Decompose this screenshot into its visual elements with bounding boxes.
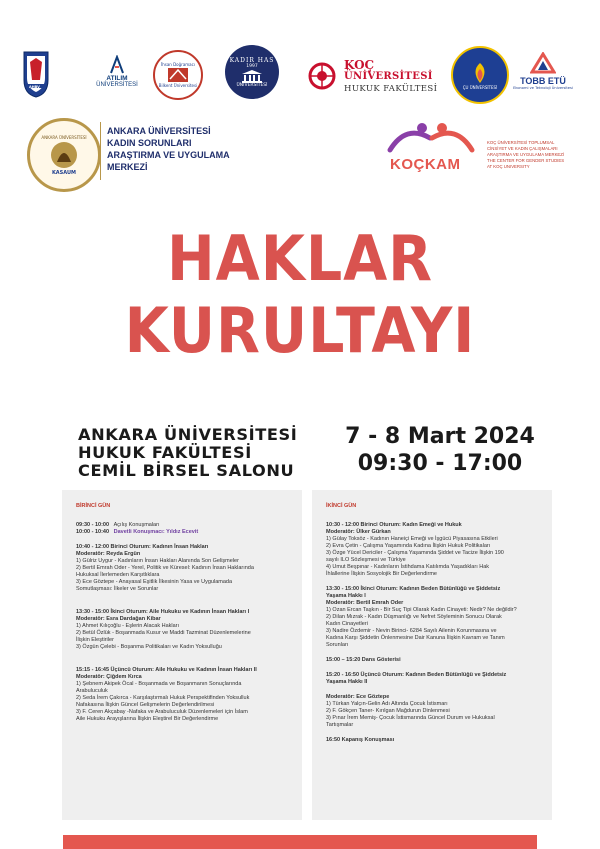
opening-row <box>76 522 301 529</box>
kockam-figures-icon <box>386 120 476 156</box>
atilim-mark-icon <box>107 55 127 75</box>
bilkent-bottom-text: Bilkent Üniversitesi <box>158 83 198 88</box>
kadirhas-logo <box>225 45 279 99</box>
d2-s2-item: 3) Nadire Özdemir - Nevin Birinci- 6284 Sayılı Ailenin Korunmasına ve <box>326 628 497 634</box>
tobb-line1: TOBB ETÜ <box>520 76 566 86</box>
d1-s3-item: Aile Hukuku Arayışlarına İlişkin Eleştirel Bir Değerlendirme <box>76 716 219 722</box>
d2-session1-title: 10:30 - 12:00 Birinci Oturum: Kadın Emeği ve Hukuk <box>326 522 462 528</box>
kockam-logo <box>386 120 486 176</box>
closing-speech: 16:50 Kapanış Konuşması <box>326 737 395 743</box>
cu-text: ÇU ÜNİVERSİTESİ <box>462 84 498 90</box>
opening-time: 09:30 - 10:00 <box>76 522 110 528</box>
kasaum-line2: KADIN SORUNLARI <box>107 138 192 148</box>
ahbv-shield-icon <box>22 50 50 98</box>
day2-heading: İKİNCİ GÜN <box>326 503 357 509</box>
d1-s2-item: 3) Özgün Çelebi - Boşanma Politikaları ve Kadın Yoksulluğu <box>76 644 222 650</box>
event-time: 09:30 - 17:00 <box>357 451 523 476</box>
d2-session1-moderator: Moderatör: Ülker Gürkan <box>326 529 391 535</box>
day1-heading: BİRİNCİ GÜN <box>76 503 111 509</box>
atilim-line2: ÜNİVERSİTESİ <box>96 82 138 88</box>
kockam-desc3: ARAŞTIRMA VE UYGULAMA MERKEZİ <box>487 152 565 157</box>
kadirhas-top-text: KADIR HAS <box>229 56 275 64</box>
kockam-desc5: AT KOÇ UNIVERSITY <box>487 164 530 169</box>
bilkent-logo <box>153 50 203 100</box>
atilim-logo <box>90 55 144 99</box>
kasaum-line4: MERKEZİ <box>107 162 148 172</box>
kadirhas-bottom-text: ÜNİVERSİTESİ <box>236 82 268 88</box>
venue-line1: ANKARA ÜNİVERSİTESİ <box>78 425 298 444</box>
d1-s3-item: Arabuluculuk <box>76 688 108 694</box>
d2-s1-item: İhlallerine İlişkin Sosyolojik Bir Değerlendirme <box>326 571 437 577</box>
venue-line3: CEMİL BİRSEL SALONU <box>78 461 295 480</box>
koc-hukuk-logo <box>308 58 448 98</box>
d1-s2-item: 2) Betül Özlük - Boşanmada Kusur ve Maddi Tazminat Düzenlemelerine <box>76 630 251 636</box>
d1-s2-item: 1) Ahmet Kılıçoğlu - Eşlerin Alacak Hakları <box>76 623 180 629</box>
koc-line3: HUKUK FAKÜLTESİ <box>344 84 438 94</box>
venue-line2: HUKUK FAKÜLTESİ <box>78 443 252 462</box>
d2-s1-item: 1) Gülay Toksöz - Kadının Haneiçi Emeği ve İşgücü Piyasasına Etkileri <box>326 536 498 542</box>
d2-session3-moderator: Moderatör: Ece Göztepe <box>326 694 390 700</box>
dance-show: 15:00 – 15:20 Dans Gösterisi <box>326 657 401 663</box>
cu-flame-icon <box>465 61 495 85</box>
kasaum-line1: ANKARA ÜNİVERSİTESİ <box>107 126 211 136</box>
bottom-accent-bar <box>63 835 537 849</box>
guest-time: 10:00 - 10:40 <box>76 529 110 535</box>
kockam-desc1: KOÇ ÜNİVERSİTESİ TOPLUMSAL <box>487 140 555 145</box>
d2-s2-item: Kadın Cinayetleri <box>326 621 368 627</box>
koc-line1: KOÇ <box>344 58 375 72</box>
d1-session1-title: 10:40 - 12:00 Birinci Oturum: Kadının İnsan Hakları <box>76 544 209 550</box>
d2-s1-item: 4) Umut Beşpınar - Kadınların İstihdama Katılımda Yaşadıkları Hak <box>326 564 490 570</box>
d2-s2-item: 1) Ozan Ercan Taşkın - Bir Suç Tipi Olarak Kadın Cinayeti: Nedir? Ne değildir? <box>326 607 517 613</box>
kockam-desc <box>487 140 564 170</box>
d1-session1-moderator: Moderatör: Reyda Ergün <box>76 551 141 557</box>
bilkent-emblem-icon <box>167 67 189 83</box>
event-dates <box>330 423 550 477</box>
d1-session2-moderator: Moderatör: Esra Dardağan Kibar <box>76 616 161 622</box>
venue <box>78 426 297 480</box>
guest-row <box>76 529 301 536</box>
d1-s3-item: 2) Seda İrem Çakırca - Karşılaştırmalı Hukuk Perspektifinden Yoksulluk <box>76 695 250 701</box>
d1-s1-item: 2) Bertil Emrah Oder - Yerel, Politik ve Küresel: Kadının İnsan Haklarında <box>76 565 254 571</box>
kasaum-line3: ARAŞTIRMA VE UYGULAMA <box>107 150 230 160</box>
kasaum-figure-icon <box>47 140 81 170</box>
d2-session3-title: 15:20 - 16:50 Üçüncü Oturum: Kadının Beden Bütünlüğü ve Şiddetsiz <box>326 672 507 678</box>
bilkent-top-text: İhsan Doğramacı <box>161 62 195 67</box>
kasaum-name <box>107 125 230 173</box>
d2-session2-title-cont: Yaşama Hakkı I <box>326 593 366 599</box>
kasaum-seal-bottom: KASAUM <box>51 169 77 176</box>
d1-s1-item: Hukuksal İlerlemeden Karşıtlıklara <box>76 572 160 578</box>
day2-program <box>326 503 551 744</box>
d2-s3-item: 2) F. Gökçen Taner- Kırılgan Mağdurun Dinlenmesi <box>326 708 450 714</box>
kasaum-divider <box>100 122 101 180</box>
day1-program <box>76 503 301 723</box>
kadirhas-year: 1997 <box>246 63 258 69</box>
d1-session3-moderator: Moderatör: Çiğdem Kırca <box>76 674 142 680</box>
d1-s2-item: İlişkin Eleştiriler <box>76 637 114 643</box>
d2-s3-item: Tartışmalar <box>326 722 354 728</box>
title-line1: HAKLAR <box>166 222 434 295</box>
kasaum-seal-top: ANKARA ÜNİVERSİTESİ <box>41 134 87 140</box>
d1-session3-title: 15:15 - 16:45 Üçüncü Oturum: Aile Hukuku ve Kadının İnsan Hakları II <box>76 667 257 673</box>
d1-s3-item: 1) Şebnem Akipek Öcal - Boşanmada ve Boşanmanın Sonuçlarında <box>76 681 242 687</box>
koc-emblem-icon <box>308 62 336 90</box>
d2-s1-item: 2) Evra Çetin - Çalışma Yaşamında Kadına İlişkin Hukuk Politikaları <box>326 543 491 549</box>
kockam-desc2: CİNSİYET VE KADIN ÇALIŞMALARI <box>487 146 558 151</box>
d2-s1-item: sayılı ILO Sözleşmesi ve Türkiye <box>326 557 406 563</box>
kasaum-seal <box>27 118 101 192</box>
cu-logo <box>451 46 509 104</box>
ahbv-label: AHBV <box>29 85 40 89</box>
d2-session3-title-cont: Yaşama Hakkı II <box>326 679 368 685</box>
d2-s2-item: 2) Dilan Mızrak - Kadın Düşmanlığı ve Nefret Söyleminin Sonucu Olarak <box>326 614 502 620</box>
d1-s1-item: 1) Gülriz Uygur - Kadınların İnsan Hakları Alanında Son Gelişmeler <box>76 558 239 564</box>
kadirhas-building-icon <box>241 69 263 83</box>
d2-s3-item: 1) Türkan Yalçın-Gelin Adı Altında Çocuk İstismarı <box>326 701 448 707</box>
kockam-desc4: THE CENTER FOR GENDER STUDIES <box>487 158 565 163</box>
guest-speaker: Davetli Konuşmacı: Yıldız Ecevit <box>113 529 199 535</box>
d2-s2-item: Sorunları <box>326 642 349 648</box>
d1-s3-item: 3) F. Ceren Akçabay -Nafaka ve Arabuluculuk Düzenlemeleri için İslam <box>76 709 248 715</box>
ahbv-logo <box>22 50 50 98</box>
title-line2: KURULTAYI <box>124 294 476 367</box>
d1-s3-item: Nafakasına İlişkin Güncel Gelişmelerin Değerlendirilmesi <box>76 702 215 708</box>
d2-s3-item: 3) Pınar İrem Memiş- Çocuk İstismarında Güncel Durum ve Hukuksal <box>326 715 495 721</box>
opening-label: Açılış Konuşmaları <box>113 522 160 528</box>
koc-line2: ÜNİVERSİTESİ <box>344 71 433 82</box>
kockam-text: KOÇKAM <box>390 156 461 173</box>
atilim-line1: ATILIM <box>106 75 128 82</box>
d1-s1-item: 3) Ece Göztepe - Anayasal Eşitlik İlkesinin Yasa ve Uygulamada <box>76 579 233 585</box>
d2-session2-moderator: Moderatör: Bertil Emrah Oder <box>326 600 404 606</box>
tobb-logo <box>508 52 578 100</box>
tobb-line2: Ekonomi ve Teknoloji Üniversitesi <box>513 86 573 90</box>
d1-s1-item: Somutlaşması: İlkeler ve Sorunlar <box>76 586 159 592</box>
event-date: 7 - 8 Mart 2024 <box>345 424 535 449</box>
d2-s1-item: 3) Özge Yücel Dericiler - Çalışma Yaşamında Şiddet ve Tacize İlişkin 190 <box>326 550 504 556</box>
tobb-mark-icon <box>530 52 556 76</box>
d2-s2-item: Kadına Karşı Şiddetin Önlenmesine Dair Kanuna İlişkin Kavram ve Tanım <box>326 635 505 641</box>
d2-session2-title: 13:30 - 15:00 İkinci Oturum: Kadının Beden Bütünlüğü ve Şiddetsiz <box>326 586 501 592</box>
d1-session2-title: 13:30 - 15:00 İkinci Oturum: Aile Hukuku ve Kadının İnsan Hakları I <box>76 609 250 615</box>
